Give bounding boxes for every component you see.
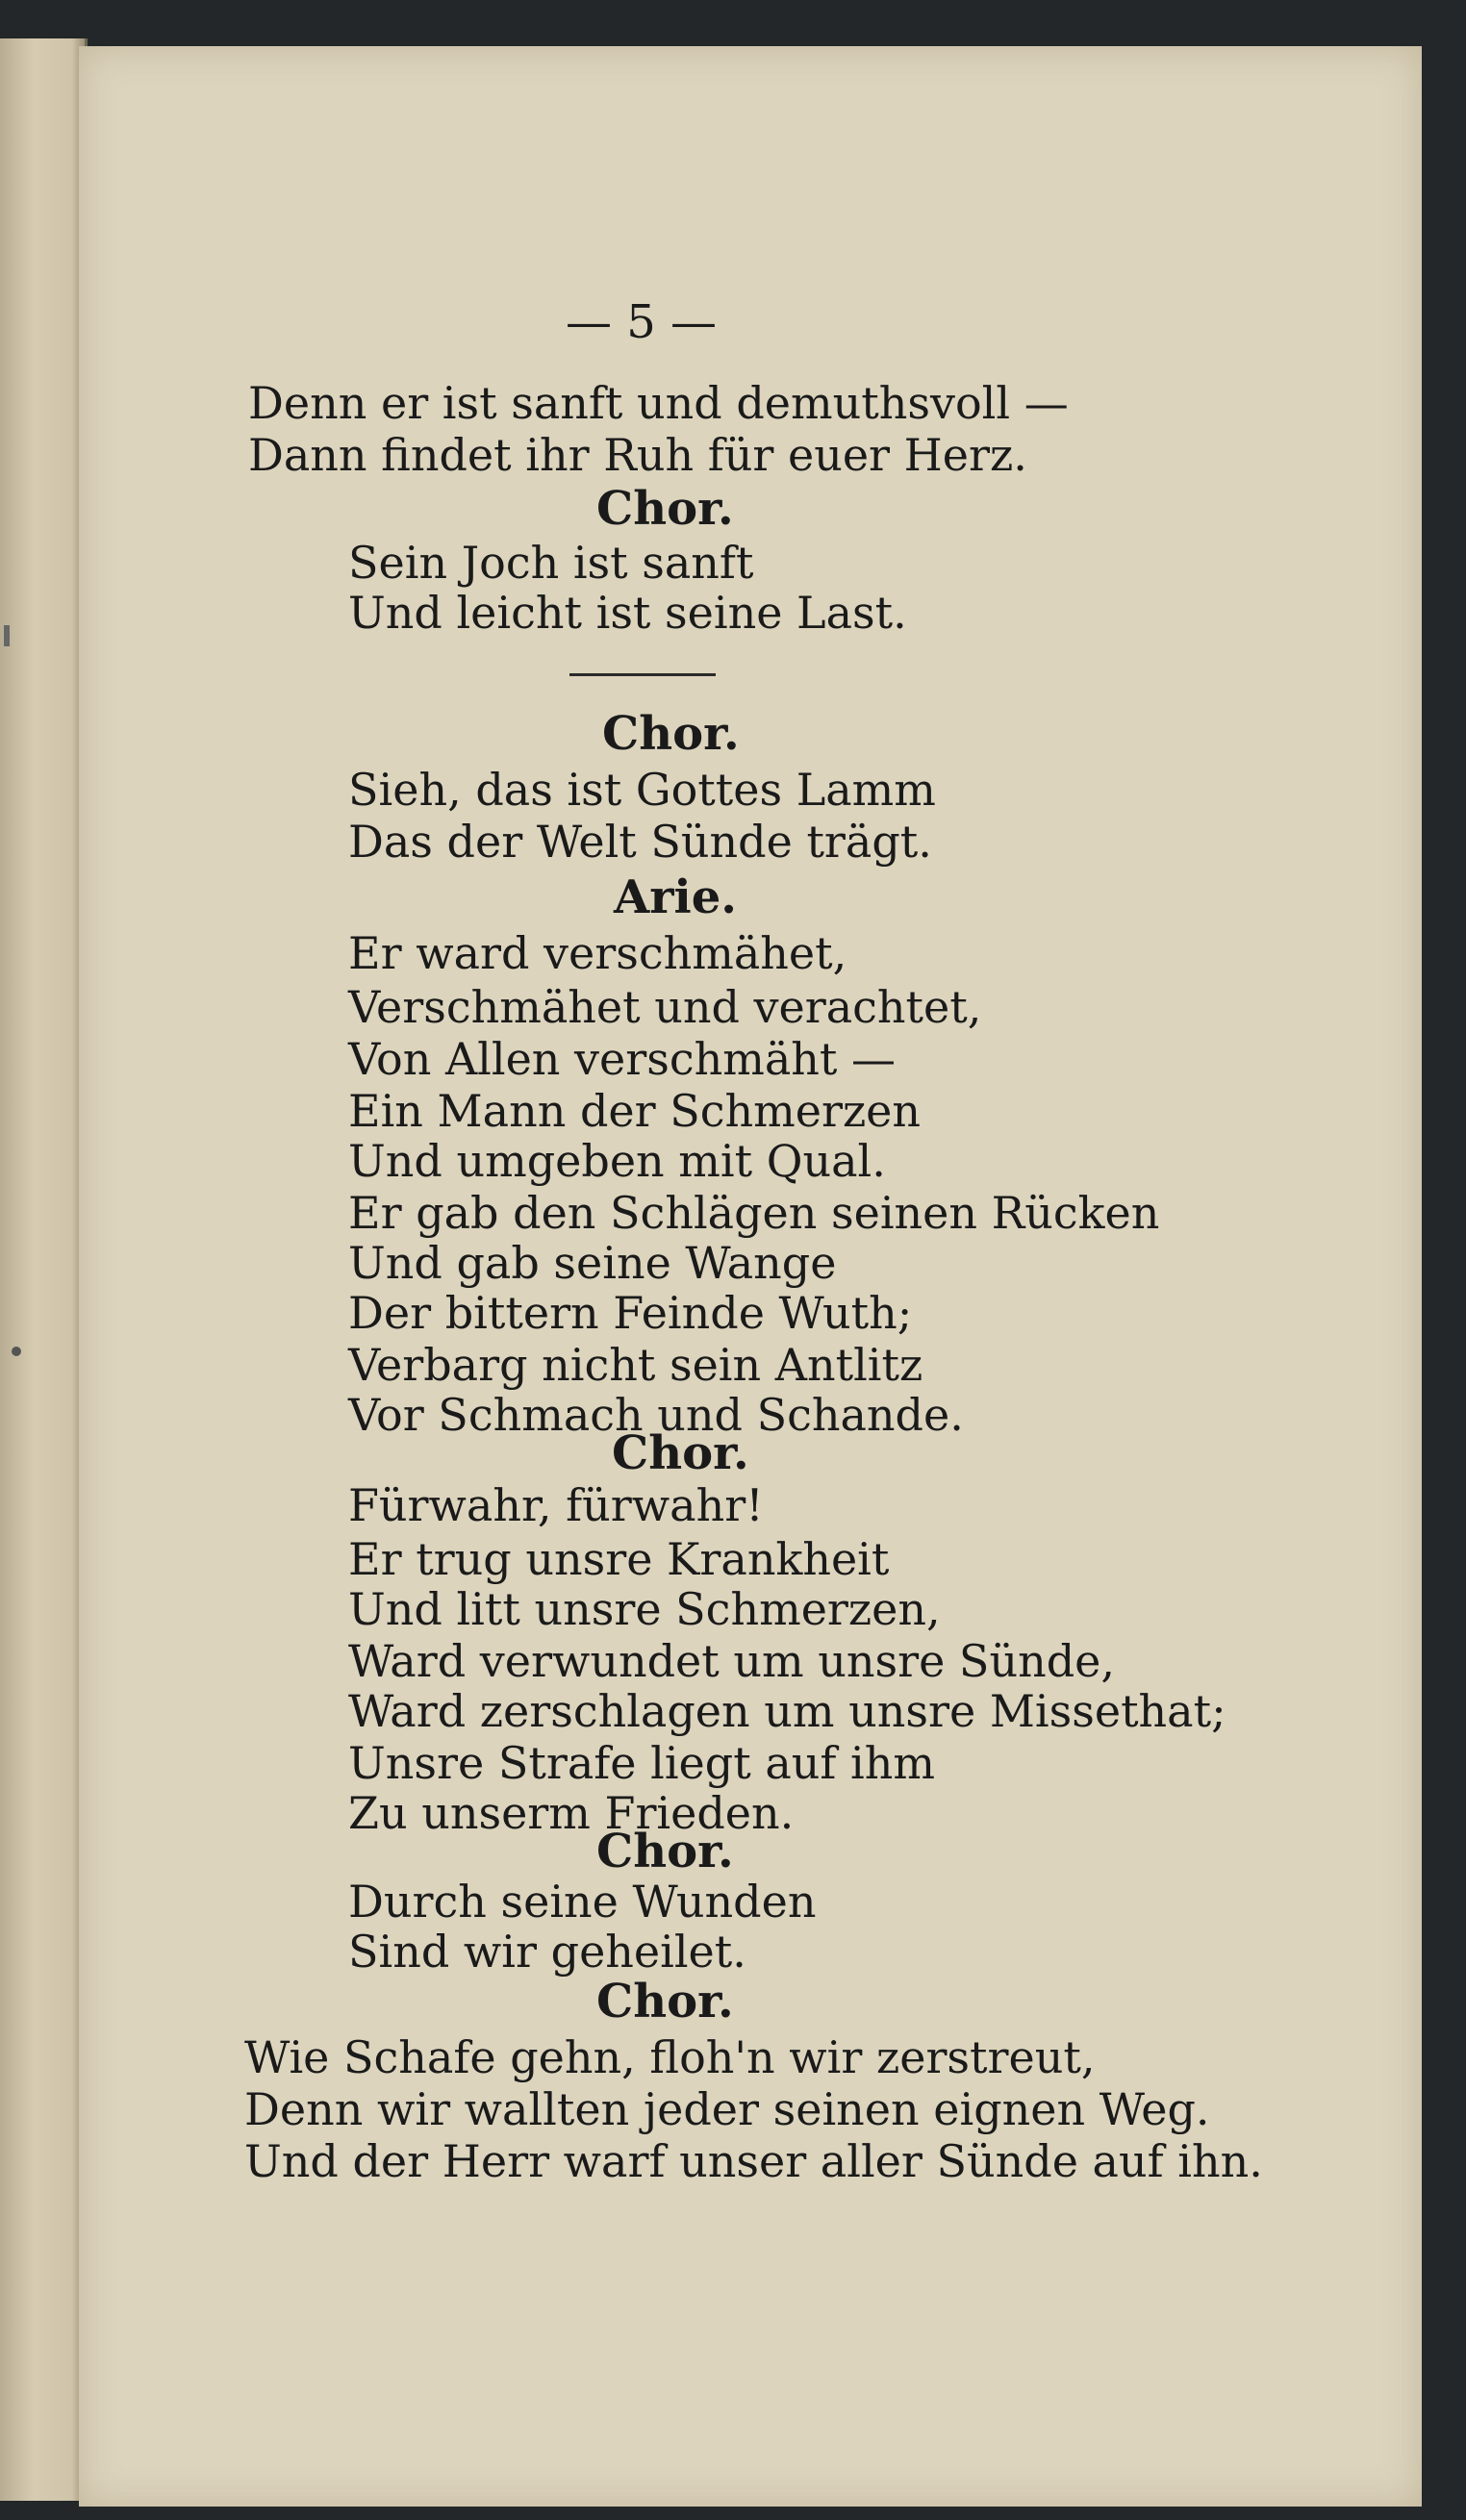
section-heading: Arie.	[614, 870, 738, 924]
text-line: Dann findet ihr Ruh für euer Herz.	[248, 429, 1027, 481]
text-line: Und litt unsre Schmerzen,	[348, 1583, 941, 1635]
text-line: Und umgeben mit Qual.	[348, 1135, 886, 1187]
divider	[569, 673, 716, 676]
text-line: Durch seine Wunden	[348, 1876, 817, 1928]
text-line: Ein Mann der Schmerzen	[348, 1085, 922, 1137]
text-line: Und der Herr warf unser aller Sünde auf ihn.	[244, 2135, 1263, 2187]
text-line: Und gab seine Wange	[348, 1237, 837, 1289]
text-line: Von Allen verschmäht —	[348, 1033, 897, 1085]
section-heading: Chor.	[612, 1426, 749, 1480]
text-line: Er gab den Schlägen seinen Rücken	[348, 1187, 1160, 1239]
page-number: — 5 —	[566, 295, 718, 349]
text-line: Zu unserm Frieden.	[348, 1787, 795, 1839]
text-line: Vor Schmach und Schande.	[348, 1389, 964, 1441]
text-line: Sind wir geheilet.	[348, 1926, 746, 1978]
text-line: Sieh, das ist Gottes Lamm	[348, 764, 936, 816]
text-line: Wie Schafe gehn, floh'n wir zerstreut,	[244, 2031, 1096, 2083]
text-line: Fürwahr, fürwahr!	[348, 1479, 764, 1531]
section-heading: Chor.	[602, 707, 740, 761]
text-line: Verbarg nicht sein Antlitz	[348, 1339, 923, 1391]
text-line: Er ward verschmähet,	[348, 927, 847, 979]
text-line: Er trug unsre Krankheit	[348, 1533, 890, 1585]
section-heading: Chor.	[596, 482, 734, 536]
text-line: Und leicht ist seine Last.	[348, 587, 907, 639]
page-dot	[12, 1347, 21, 1356]
text-line: Denn er ist sanft und demuthsvoll —	[248, 377, 1069, 429]
section-heading: Chor.	[596, 1825, 734, 1878]
text-line: Verschmähet und verachtet,	[348, 981, 982, 1033]
section-heading: Chor.	[596, 1975, 734, 2029]
text-line: Der bittern Feinde Wuth;	[348, 1287, 913, 1339]
page-mark	[4, 625, 10, 646]
previous-page-edge	[0, 38, 88, 2501]
text-line: Denn wir wallten jeder seinen eignen Weg.	[244, 2083, 1210, 2135]
text-line: Ward verwundet um unsre Sünde,	[348, 1635, 1115, 1687]
text-line: Das der Welt Sünde trägt.	[348, 816, 932, 868]
text-line: Unsre Strafe liegt auf ihm	[348, 1737, 935, 1789]
text-line: Sein Joch ist sanft	[348, 537, 754, 589]
text-line: Ward zerschlagen um unsre Missethat;	[348, 1685, 1226, 1737]
